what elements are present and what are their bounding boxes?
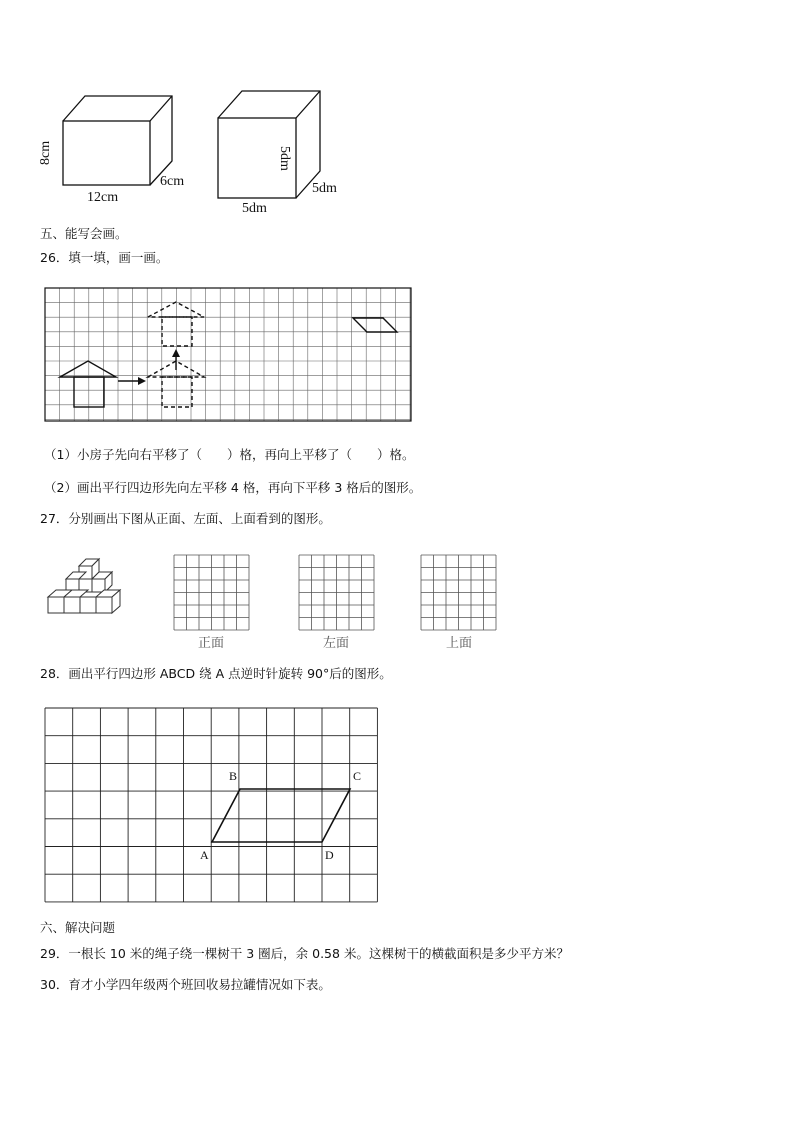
question-26-part-2: （2）画出平行四边形先向左平移 4 格，再向下平移 3 格后的图形。: [44, 480, 422, 495]
left-view-label: 左面: [323, 636, 350, 651]
cuboid-height-label: 8cm: [38, 140, 53, 165]
cuboid-depth-label: 6cm: [160, 174, 185, 189]
question-29-text: 29．一根长 10 米的绳子绕一棵树干 3 圈后，余 0.58 米。这棵树干的横截面积是多少平方米？: [40, 946, 569, 961]
section-heading: 五、能写会画。: [40, 226, 128, 241]
cube-depth-label: 5dm: [312, 181, 337, 196]
front-view-label: 正面: [198, 636, 225, 651]
question-26-part-1: （1）小房子先向右平移了（ ）格，再向上平移了（ ）格。: [44, 447, 415, 462]
cube-length-label: 5dm: [242, 201, 267, 216]
question-30-text: 30．育才小学四年级两个班回收易拉罐情况如下表。: [40, 977, 331, 992]
question-28-title: 28．画出平行四边形 ABCD 绕 A 点逆时针旋转 90°后的图形。: [40, 666, 392, 681]
point-c-label: C: [353, 769, 362, 783]
point-a-label: A: [200, 848, 209, 862]
cube-height-label: 5dm: [277, 146, 292, 171]
question-27-title: 27．分别画出下图从正面、左面、上面看到的图形。: [40, 511, 331, 526]
question-26-title: 26．填一填，画一画。: [40, 250, 169, 265]
point-b-label: B: [229, 769, 238, 783]
top-view-label: 上面: [446, 636, 473, 651]
cuboid-length-label: 12cm: [87, 190, 119, 205]
section-heading: 六、解决问题: [40, 920, 116, 935]
point-d-label: D: [325, 848, 334, 862]
